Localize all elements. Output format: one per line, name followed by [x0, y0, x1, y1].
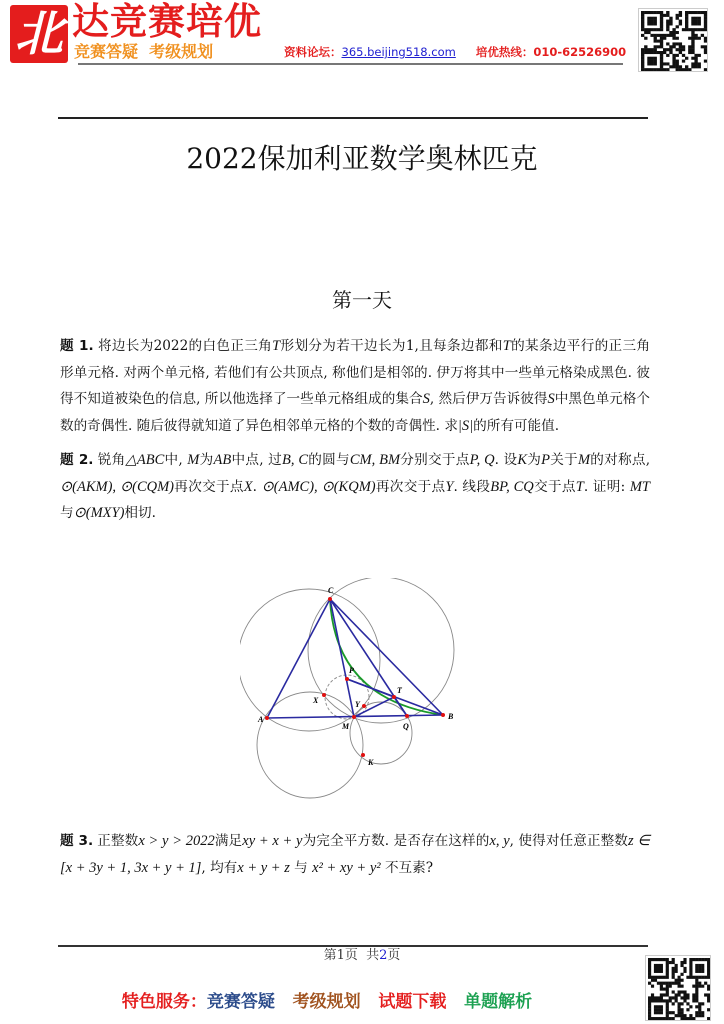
- math-expression: T: [502, 338, 511, 354]
- brand-name: 达竞赛培优: [72, 0, 262, 43]
- problem-text: 交于点: [533, 478, 576, 495]
- math-expression: ⊙(AKM), ⊙(CQM): [60, 478, 174, 495]
- label-T: T: [397, 686, 402, 695]
- geometry-diagram: [240, 578, 470, 813]
- slogan: 竞赛答疑 考级规划: [74, 42, 214, 61]
- label-X: X: [313, 696, 319, 705]
- problem-text: 再次交于点: [174, 478, 244, 495]
- math-expression: z ∈ [x + 3y + 1, 3x + y + 1]: [60, 833, 651, 876]
- page-title: 2022保加利亚数学奥林匹克: [186, 142, 538, 175]
- section-heading: 第一天: [332, 288, 392, 312]
- problem-text: , 然后伊万告诉彼得: [429, 391, 548, 407]
- page-number: [0, 948, 724, 964]
- problem-text: 相切.: [124, 505, 156, 521]
- math-expression: |S|: [457, 417, 474, 434]
- math-expression: △ABC: [125, 452, 165, 468]
- problem-text: 分别交于点: [400, 452, 470, 468]
- point-T: [392, 695, 396, 699]
- problem-text: , 均有: [201, 859, 238, 876]
- hotline-number: 010-62526900: [533, 45, 627, 59]
- qr-code-icon: [638, 8, 708, 72]
- problem-text: , 使得对任意正整数: [509, 833, 629, 849]
- footer-services: [110, 972, 532, 1013]
- problem-text: 中点, 过: [231, 452, 282, 468]
- math-expression: S: [547, 391, 555, 407]
- problem-label: 题 1.: [60, 338, 94, 354]
- page-mid: 页 共: [344, 948, 380, 963]
- hotline-label: 培优热线：: [475, 45, 534, 59]
- point-M: [352, 715, 356, 719]
- problem-text: 再次交于点: [375, 478, 446, 495]
- footer-divider: [58, 945, 648, 947]
- math-expression: x + y + z: [237, 859, 290, 876]
- problem-text: 为: [527, 452, 542, 468]
- service-item: 考级规划: [292, 992, 361, 1013]
- page-current: 1: [336, 948, 345, 963]
- math-expression: ⊙(AMC), ⊙(KQM): [261, 478, 376, 495]
- segment-CA: [267, 599, 330, 718]
- problem-label: 题 3.: [60, 833, 94, 849]
- math-expression: x, y: [489, 833, 510, 849]
- problem-text: .: [252, 478, 262, 495]
- problem-text: 不互素?: [380, 859, 434, 876]
- math-expression: P, Q: [469, 452, 495, 468]
- problem-text: 为完全平方数. 是否存在这样的: [302, 833, 490, 849]
- label-M: M: [342, 722, 350, 731]
- problem-text: 的所有可能值.: [473, 417, 560, 434]
- forum-link[interactable]: 365.beijing518.com: [341, 45, 456, 59]
- problem-text: 与: [289, 859, 313, 876]
- problem-text: 满足: [214, 833, 243, 849]
- service-item: 单题解析: [464, 992, 533, 1013]
- circle: [350, 702, 412, 764]
- math-expression: T: [575, 478, 584, 495]
- page-suffix: 页: [387, 948, 401, 963]
- label-Y: Y: [355, 700, 360, 709]
- problem-text: 中,: [164, 452, 188, 468]
- problem-text: 形划分为若干边长为1,且每条边都和: [280, 338, 503, 354]
- service-item: 竞赛答疑: [206, 992, 275, 1013]
- problem-2: [60, 447, 650, 527]
- segment-MT: [354, 697, 394, 717]
- problem-text: 为: [199, 452, 214, 468]
- math-expression: X: [243, 478, 253, 495]
- math-expression: ⊙(MXY): [73, 505, 125, 521]
- label-C: C: [328, 586, 334, 595]
- service-label: 特色服务：: [121, 992, 207, 1013]
- math-expression: xy + x + y: [242, 833, 303, 849]
- problem-label: 题 2.: [60, 452, 94, 468]
- logo-char: 北: [14, 6, 63, 62]
- problem-1: [60, 333, 650, 439]
- problem-text: . 证明:: [583, 478, 630, 495]
- label-A: A: [258, 715, 264, 724]
- point-K: [361, 753, 365, 757]
- problem-text: 的圆与: [308, 452, 350, 468]
- math-expression: CM, BM: [349, 452, 401, 468]
- point-A: [265, 716, 269, 720]
- label-Q: Q: [403, 722, 409, 731]
- problem-text: . 设: [494, 452, 518, 468]
- math-expression: P: [541, 452, 550, 468]
- segment-PT: [347, 679, 394, 697]
- page-total[interactable]: 2: [379, 948, 388, 963]
- service-item: 试题下载: [378, 992, 447, 1013]
- problem-text: 中黑色单元格个数的奇偶性. 随后彼得就知道了异色相邻单元格的个数的奇偶性. 求: [60, 391, 650, 434]
- contact-line: [284, 47, 626, 59]
- point-C: [328, 597, 332, 601]
- problem-text: . 线段: [453, 478, 491, 495]
- point-X: [322, 693, 326, 697]
- header-divider: [78, 63, 623, 65]
- point-B: [441, 713, 445, 717]
- math-expression: M: [187, 452, 200, 468]
- logo-mark: [10, 5, 68, 63]
- math-expression: x² + xy + y²: [312, 859, 381, 876]
- problem-text: 锐角: [97, 452, 126, 468]
- math-expression: B, C: [281, 452, 309, 468]
- math-expression: S: [422, 391, 430, 407]
- problem-text: 关于: [549, 452, 578, 468]
- math-expression: BP, CQ: [490, 478, 534, 495]
- math-expression: Y: [445, 478, 454, 495]
- math-expression: MT: [629, 478, 650, 495]
- problem-text: 正整数: [97, 833, 139, 849]
- point-Q: [405, 714, 409, 718]
- label-B: B: [448, 712, 454, 721]
- problems-day-one: [60, 333, 650, 527]
- circle: [240, 589, 380, 731]
- qr-code-icon: [645, 955, 711, 1021]
- point-P: [345, 677, 349, 681]
- math-expression: x > y > 2022: [138, 833, 215, 849]
- math-expression: K: [517, 452, 527, 468]
- problem-text: 将边长为2022的白色正三角: [97, 338, 273, 354]
- label-P: P: [349, 666, 354, 675]
- math-expression: T: [272, 338, 281, 354]
- math-expression: AB: [213, 452, 232, 468]
- point-Y: [362, 704, 366, 708]
- page-prefix: 第: [323, 948, 337, 963]
- problem-3: [60, 828, 650, 881]
- forum-label: 资料论坛：: [284, 45, 342, 59]
- problem-text: 与: [60, 505, 74, 521]
- problem-text: 的某条边平行的正三角形单元格. 对两个单元格, 若他们有公共顶点, 称他们是相邻的. 伊万将其中一些单元格染成黑色. 彼得不知道被染色的信息, 所以他选择了一些单元格组成的集合: [60, 338, 651, 407]
- problem-text: 的对称点,: [590, 452, 651, 468]
- math-expression: M: [577, 452, 591, 468]
- title-divider: [58, 117, 648, 119]
- label-K: K: [368, 758, 374, 767]
